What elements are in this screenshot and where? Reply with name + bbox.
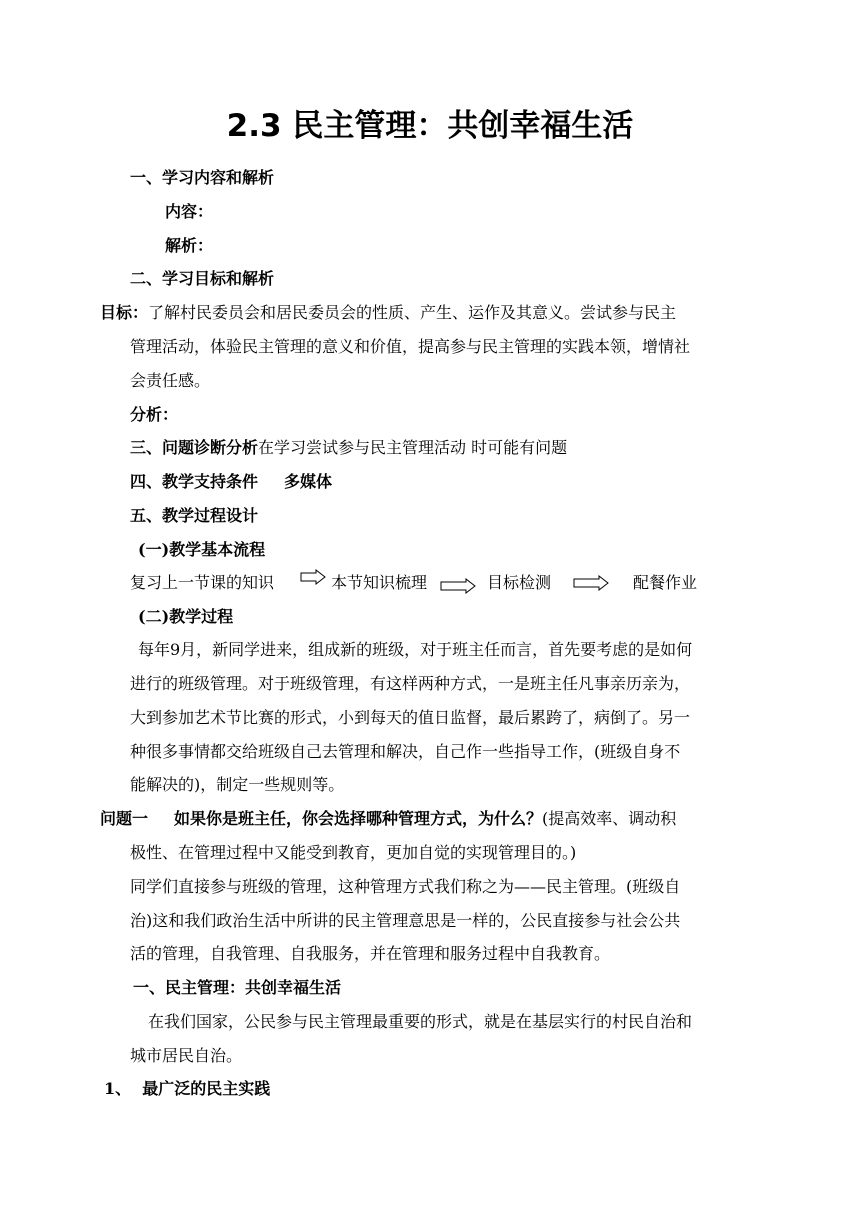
section-3-text: 在学习尝试参与民主管理活动 时可能有问题: [258, 438, 568, 457]
para1-line-5: 能解决的)，制定一些规则等。: [130, 775, 345, 794]
section-4-value: 多媒体: [284, 472, 333, 491]
flow-arrow-2-icon: [440, 578, 476, 594]
para1-line-3: 大到参加艺术节比赛的形式，小到每天的值日监督，最后累跨了，病倒了。另一: [130, 708, 691, 727]
section-2-heading: 二、学习目标和解析: [130, 269, 275, 288]
flow-step-4: 配餐作业: [633, 573, 698, 592]
section-5-heading: 五、教学过程设计: [130, 506, 259, 525]
question-1-label: 问题一: [100, 809, 149, 828]
flow-step-1: 复习上一节课的知识: [130, 573, 275, 592]
subsection-process-heading: (二)教学过程: [138, 607, 234, 626]
para2-line-2: 治)这和我们政治生活中所讲的民主管理意思是一样的，公民直接参与社会公共: [130, 911, 681, 930]
para1-line-4: 种很多事情都交给班级自己去管理和解决，自己作一些指导工作，(班级自身不: [130, 742, 681, 761]
goal-text-1: 了解村民委员会和居民委员会的性质、产生、运作及其意义。尝试参与民主: [148, 303, 677, 322]
flow-step-2: 本节知识梳理: [331, 573, 428, 592]
goal-line-3: 会责任感。: [130, 371, 211, 390]
para3-line-2: 城市居民自治。: [130, 1046, 243, 1065]
para1-line-1: 每年9月，新同学进来，组成新的班级，对于班主任而言，首先要考虑的是如何: [138, 640, 693, 659]
question-1-text: 如果你是班主任，你会选择哪种管理方式，为什么？: [174, 809, 543, 828]
item-1-heading: 1、 最广泛的民主实践: [104, 1079, 271, 1098]
question-1-answer-2: 极性、在管理过程中又能受到教育，更加自觉的实现管理目的。): [130, 843, 577, 862]
para2-line-3: 活的管理，自我管理、自我服务，并在管理和服务过程中自我教育。: [130, 944, 611, 963]
question-1-answer-1: (提高效率、调动积: [542, 809, 677, 828]
analysis-label-2: 分析：: [130, 405, 179, 424]
flow-arrow-3-icon: [573, 575, 609, 591]
flow-step-3: 目标检测: [487, 573, 552, 592]
para3-line-1: 在我们国家，公民参与民主管理最重要的形式，就是在基层实行的村民自治和: [148, 1012, 693, 1031]
section-3-heading: 三、问题诊断分析: [130, 438, 259, 457]
goal-label: 目标：: [100, 303, 149, 322]
section-3-line: [130, 437, 567, 459]
document-title: 2.3 民主管理：共创幸福生活: [226, 108, 634, 144]
para1-line-2: 进行的班级管理。对于班级管理，有这样两种方式，一是班主任凡事亲历亲为，: [130, 674, 691, 693]
section-1-heading: 一、学习内容和解析: [130, 168, 275, 187]
goal-line-2: 管理活动，体验民主管理的意义和价值，提高参与民主管理的实践本领，增情社: [130, 337, 691, 356]
analysis-label-1: 解析：: [165, 236, 214, 255]
content-label: 内容：: [165, 202, 214, 221]
section-4-line: [130, 471, 332, 493]
para2-line-1: 同学们直接参与班级的管理，这种管理方式我们称之为——民主管理。(班级自: [130, 877, 681, 896]
section-4-heading: 四、教学支持条件: [130, 472, 259, 491]
goal-line-1: [100, 302, 676, 324]
section-heading-democratic-management: 一、民主管理：共创幸福生活: [133, 978, 342, 997]
flow-arrow-1-icon: [300, 569, 326, 585]
subsection-flow-heading: (一)教学基本流程: [138, 540, 266, 559]
question-1-line: [100, 808, 676, 830]
